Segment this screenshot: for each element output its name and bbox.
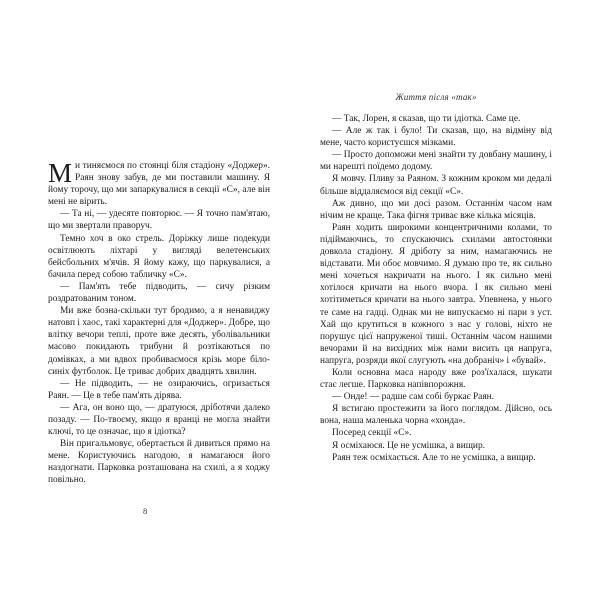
running-header: Життя після «так» bbox=[395, 92, 477, 102]
paragraph: — Так, Лорен, я сказав, що ти ідіотка. Саме це. bbox=[332, 114, 521, 124]
paragraph: Раян теж осміхається. Але то не усмішка, а вищир. bbox=[332, 452, 536, 463]
opening-paragraph-text: и тиняємося по стоянці біля стадіону «Доджер». Раян знову забув, де ми поставили машину. Я йому торочу, що ми запаркувалися в секції «С», але він мені не вірить. bbox=[48, 161, 270, 208]
paragraph: Він пригальмовує, обертається й дивиться прямо на мене. Користуючись нагодою, я намагаюся його наздогнати. Парковка розташована на схилі, а я ходжу повільно. bbox=[48, 439, 270, 486]
left-page-text bbox=[48, 160, 270, 487]
page-number: 8 bbox=[143, 506, 148, 516]
paragraph: Я встигаю простежити за його поглядом. Дійсно, ось вона, наша маленька чорна «хонда». bbox=[320, 404, 552, 427]
right-page bbox=[300, 0, 600, 600]
paragraph: Посеред секції «С». bbox=[332, 428, 412, 439]
paragraph: Я осміхаюся. Це не усмішка, а вищир. bbox=[332, 440, 485, 451]
paragraph: — Та ні, — удесяте повторює. — Я точно пам'ятаю, що ми звертали праворуч. bbox=[48, 209, 270, 232]
paragraph: Темно хоч в око стрель. Доріжку лише подекуди освітлюють ліхтарі у вигляді велетенських бейсбольних м'ячів. Я йому кажу, що паркувалися, а бачила перед собою табличку «С». bbox=[48, 233, 270, 280]
right-page-text bbox=[320, 113, 552, 464]
paragraph: Коли основна маса народу вже роз'їхалася, шукати стає легше. Парковка напівпорожня. bbox=[320, 367, 552, 391]
paragraph: — Онде! — радше сам собі буркає Раян. bbox=[332, 392, 495, 403]
paragraph: Аж дивно, що ми досі разом. Останнім часом нам нічим не краще. Така фігня триває вже кілька місяців. bbox=[320, 198, 552, 221]
paragraph: — Пам'ять тебе підводить, — сичу різким роздратованим тоном. bbox=[48, 281, 270, 305]
paragraph: — Ага, он воно що, — дратуюся, дріботячи далеко позаду. — По-твоєму, якщо я вранці не могла знайти ключі, то це означає, що я ідіотка? bbox=[48, 402, 270, 438]
paragraph: Я мовчу. Пливу за Раяном. З кожним кроком ми дедалі більше віддаляємося від секції «С». bbox=[320, 174, 552, 197]
paragraph: Ми вже бозна-скільки тут бродимо, а я ненавиджу натовп і хаос, такі характерні для «Доджер». Добре, що влітку вечори теплі, проте вже десять, уболівальники масово покидають трибуни й розтікаються по домівках, а ми вдвох пробиваємося крізь море біло-синіх футболок. Це триває добрих двадцять хвилин. bbox=[48, 306, 270, 377]
opening-paragraph bbox=[48, 160, 270, 208]
paragraph: — Не підводить, — не озираючись, огризається Раян. — Це в тебе пам'ять дірява. bbox=[48, 378, 270, 401]
paragraph: Раян ходить широкими концентричними колами, то підіймаючись, то спускаючись схилами автостоянки довкола стадіону. Я дріботу за ним, намагаючись не відставати. Ми обоє мовчимо. Я думаю про те, як сильно мені хочеться накричати на нього. І як сильно мені хотілося кричати на нього вчора. І як сильно мені хотітиметься кричати на нього завтра. Упевнена, у нього те саме на гадці. Однак ми не випускаємо ні пари з уст. Хай що крутиться в кожного з нас у голові, ніхто не порушує цієї напруженої тиші. Останнім часом нашими вечорами й на вихідних між нами висить ця напруга, напруга, розряди якої слугують «на добраніч» і «бувай». bbox=[320, 222, 552, 366]
drop-cap: М bbox=[48, 158, 73, 188]
paragraph: — Просто допоможи мені знайти ту довбану машину, і ми нарешті поїдемо додому. bbox=[320, 150, 552, 173]
paragraph: — Але ж так і було! Ти сказав, що, на відміну від мене, часто користуєшся мізками. bbox=[320, 126, 552, 149]
